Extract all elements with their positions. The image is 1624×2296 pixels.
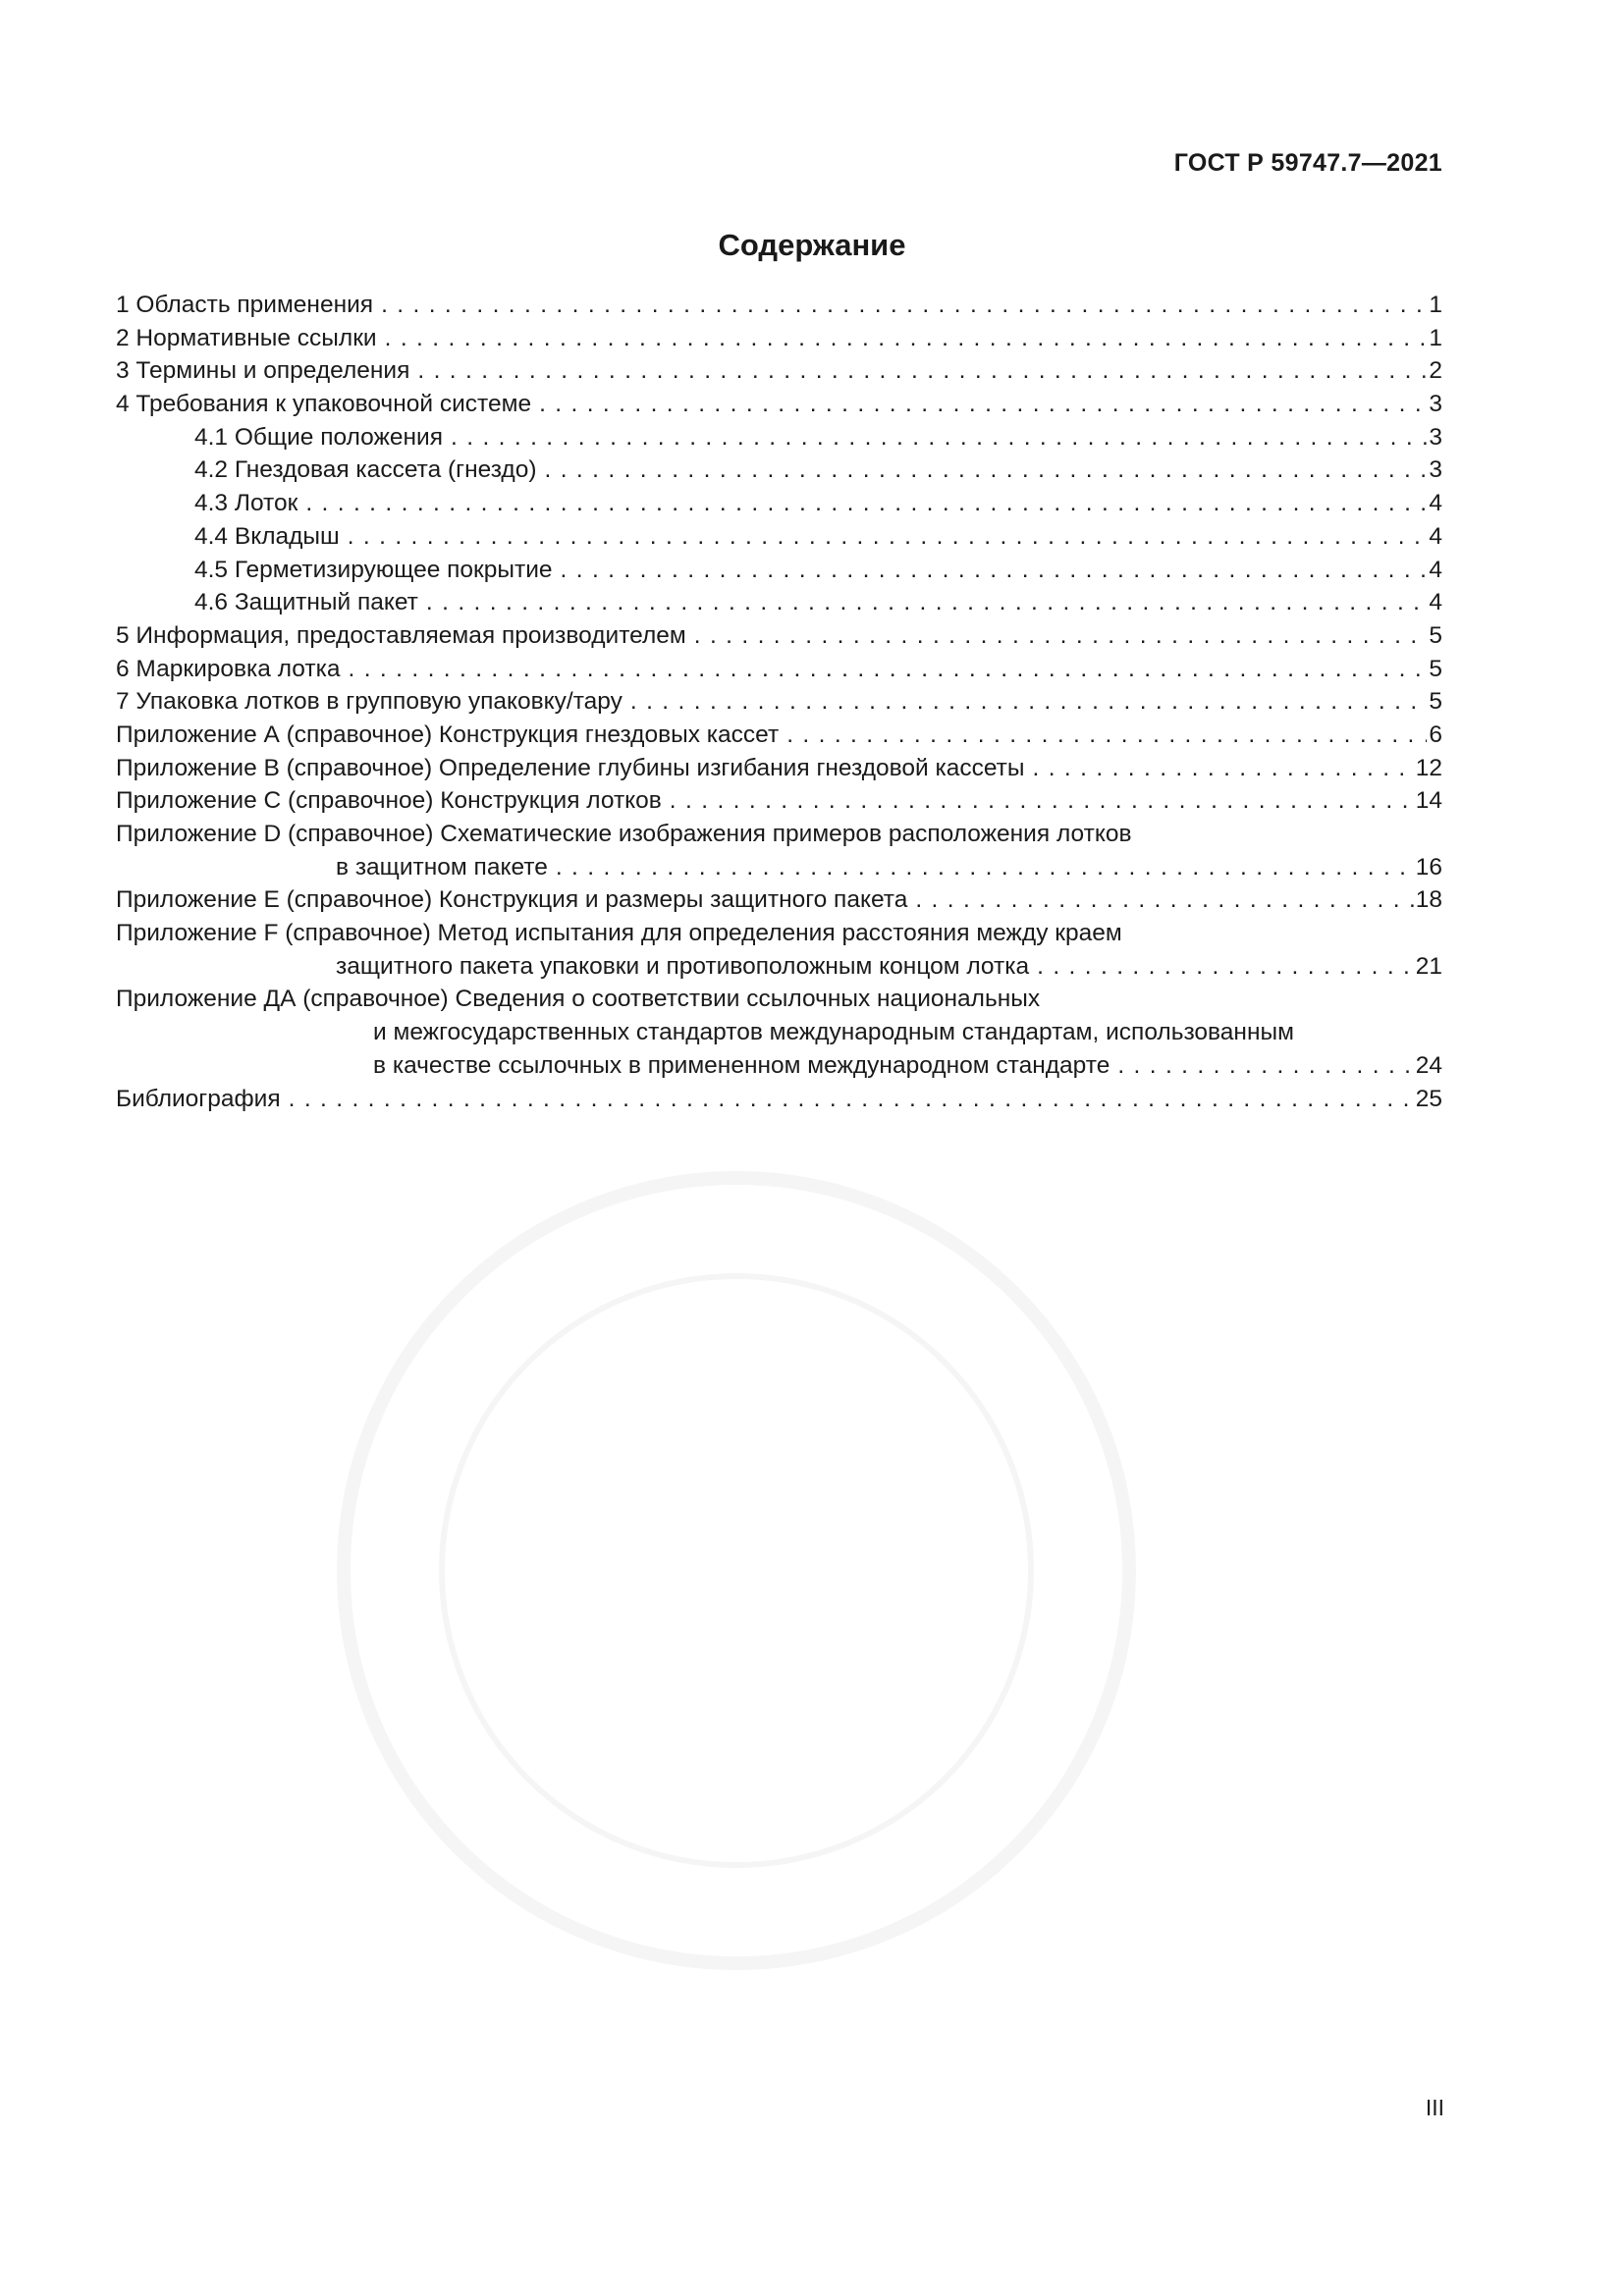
toc-entry-7[interactable] [116, 685, 1442, 719]
dot-leader [786, 719, 1427, 752]
toc-entry-4-5[interactable] [116, 554, 1442, 587]
toc-entry-appendix-b[interactable] [116, 752, 1442, 785]
toc-entry-text: Приложение А (справочное) Конструкция гнездовых кассет [116, 721, 780, 748]
toc-entry-text: 2 Нормативные ссылки [116, 324, 377, 351]
dot-leader [561, 554, 1428, 587]
toc-entry-4[interactable] [116, 388, 1442, 421]
toc-entry-text: в защитном пакете [336, 853, 548, 881]
toc-entry-text: 4.1 Общие положения [194, 423, 444, 451]
toc-entry-page: 18 [1415, 886, 1442, 914]
toc-entry-5[interactable] [116, 619, 1442, 653]
toc-entry-appendix-a[interactable] [116, 719, 1442, 752]
toc-entry-appendix-d[interactable] [116, 818, 1442, 883]
toc-entry-appendix-f[interactable] [116, 917, 1442, 983]
toc-entry-text: 5 Информация, предоставляемая производителем [116, 621, 686, 649]
toc-entry-text: защитного пакета упаковки и противоположным концом лотка [336, 952, 1030, 980]
toc-entry-text: 3 Термины и определения [116, 357, 410, 385]
toc-entry-page: 21 [1415, 952, 1442, 980]
toc-entry-4-3[interactable] [116, 487, 1442, 520]
toc-entry-text: 4 Требования к упаковочной системе [116, 391, 532, 418]
toc-entry-appendix-e[interactable] [116, 883, 1442, 917]
toc-entry-text: 4.5 Герметизирующее покрытие [194, 556, 553, 583]
document-code: ГОСТ Р 59747.7—2021 [1173, 149, 1442, 177]
dot-leader [1037, 950, 1414, 984]
dot-leader [915, 883, 1413, 917]
toc-entry-text: Приложение С (справочное) Конструкция лотков [116, 787, 662, 815]
toc-entry-4-1[interactable] [116, 421, 1442, 454]
toc-entry-text: в качестве ссылочных в примененном международном стандарте [373, 1051, 1110, 1079]
toc-entry-page: 4 [1429, 589, 1442, 616]
toc-entry-text: 4.2 Гнездовая кассета (гнездо) [194, 456, 537, 484]
dot-leader [305, 487, 1427, 520]
toc-entry-page: 4 [1429, 522, 1442, 550]
toc-entry-page: 5 [1429, 688, 1442, 716]
dot-leader [556, 851, 1414, 884]
toc-entry-page: 2 [1429, 357, 1442, 385]
toc-entry-text: Библиография [116, 1085, 281, 1112]
toc-title: Содержание [718, 228, 906, 262]
toc-entry-text: 4.6 Защитный пакет [194, 589, 418, 616]
dot-leader [670, 784, 1414, 818]
dot-leader [348, 520, 1428, 554]
toc-entry-3[interactable] [116, 354, 1442, 388]
toc-entry-appendix-c[interactable] [116, 784, 1442, 818]
toc-entry-page: 5 [1429, 621, 1442, 649]
toc-entry-6[interactable] [116, 653, 1442, 686]
dot-leader [1117, 1049, 1413, 1083]
toc-entry-page: 3 [1429, 423, 1442, 451]
dot-leader [426, 586, 1427, 619]
page-number: III [1425, 2095, 1444, 2120]
toc-entry-page: 3 [1429, 456, 1442, 484]
toc-entry-text: и межгосударственных стандартов международным стандартам, использованным [373, 1019, 1294, 1046]
toc-entry-page: 1 [1429, 292, 1442, 318]
toc-entry-text: 4.4 Вкладыш [194, 522, 340, 550]
toc-entry-bibliography[interactable] [116, 1083, 1442, 1116]
dot-leader [694, 619, 1428, 653]
toc-entry-text: Приложение F (справочное) Метод испытания для определения расстояния между краем [116, 920, 1122, 947]
toc-entry-text: 7 Упаковка лотков в групповую упаковку/тару [116, 688, 623, 716]
toc-entry-page: 4 [1429, 490, 1442, 517]
toc-entry-page: 4 [1429, 556, 1442, 583]
toc-entry-text: Приложение ДА (справочное) Сведения о соответствии ссылочных национальных [116, 986, 1041, 1013]
toc-entry-page: 6 [1429, 721, 1442, 748]
toc-entry-2[interactable] [116, 322, 1442, 355]
toc-entry-text: 4.3 Лоток [194, 490, 298, 517]
toc-entry-text: 6 Маркировка лотка [116, 655, 341, 682]
dot-leader [545, 454, 1428, 487]
toc-entry-4-4[interactable] [116, 520, 1442, 554]
toc-entry-page: 12 [1415, 754, 1442, 781]
dot-leader [1033, 752, 1414, 785]
toc-entry-page: 1 [1429, 324, 1442, 351]
toc-entry-text: Приложение В (справочное) Определение глубины изгибания гнездовой кассеты [116, 754, 1025, 781]
dot-leader [381, 289, 1427, 322]
dot-leader [385, 322, 1428, 355]
toc-entry-text: 1 Область применения [116, 292, 374, 318]
dot-leader [630, 685, 1427, 719]
toc-entry-page: 3 [1429, 391, 1442, 418]
toc-entry-4-6[interactable] [116, 586, 1442, 619]
toc-entry-page: 24 [1415, 1051, 1442, 1079]
dot-leader [349, 653, 1428, 686]
table-of-contents [116, 289, 1442, 1115]
toc-entry-page: 16 [1415, 853, 1442, 881]
dot-leader [539, 388, 1427, 421]
toc-entry-page: 14 [1415, 787, 1442, 815]
faint-watermark [295, 1129, 1178, 2012]
dot-leader [417, 354, 1427, 388]
toc-entry-text: Приложение Е (справочное) Конструкция и размеры защитного пакета [116, 886, 908, 914]
toc-entry-page: 5 [1429, 655, 1442, 682]
toc-entry-appendix-da[interactable] [116, 983, 1442, 1082]
toc-entry-1[interactable] [116, 289, 1442, 322]
toc-entry-text: Приложение D (справочное) Схематические изображения примеров расположения лотков [116, 821, 1132, 847]
dot-leader [451, 421, 1427, 454]
toc-entry-page: 25 [1415, 1085, 1442, 1112]
dot-leader [289, 1083, 1414, 1116]
toc-entry-4-2[interactable] [116, 454, 1442, 487]
